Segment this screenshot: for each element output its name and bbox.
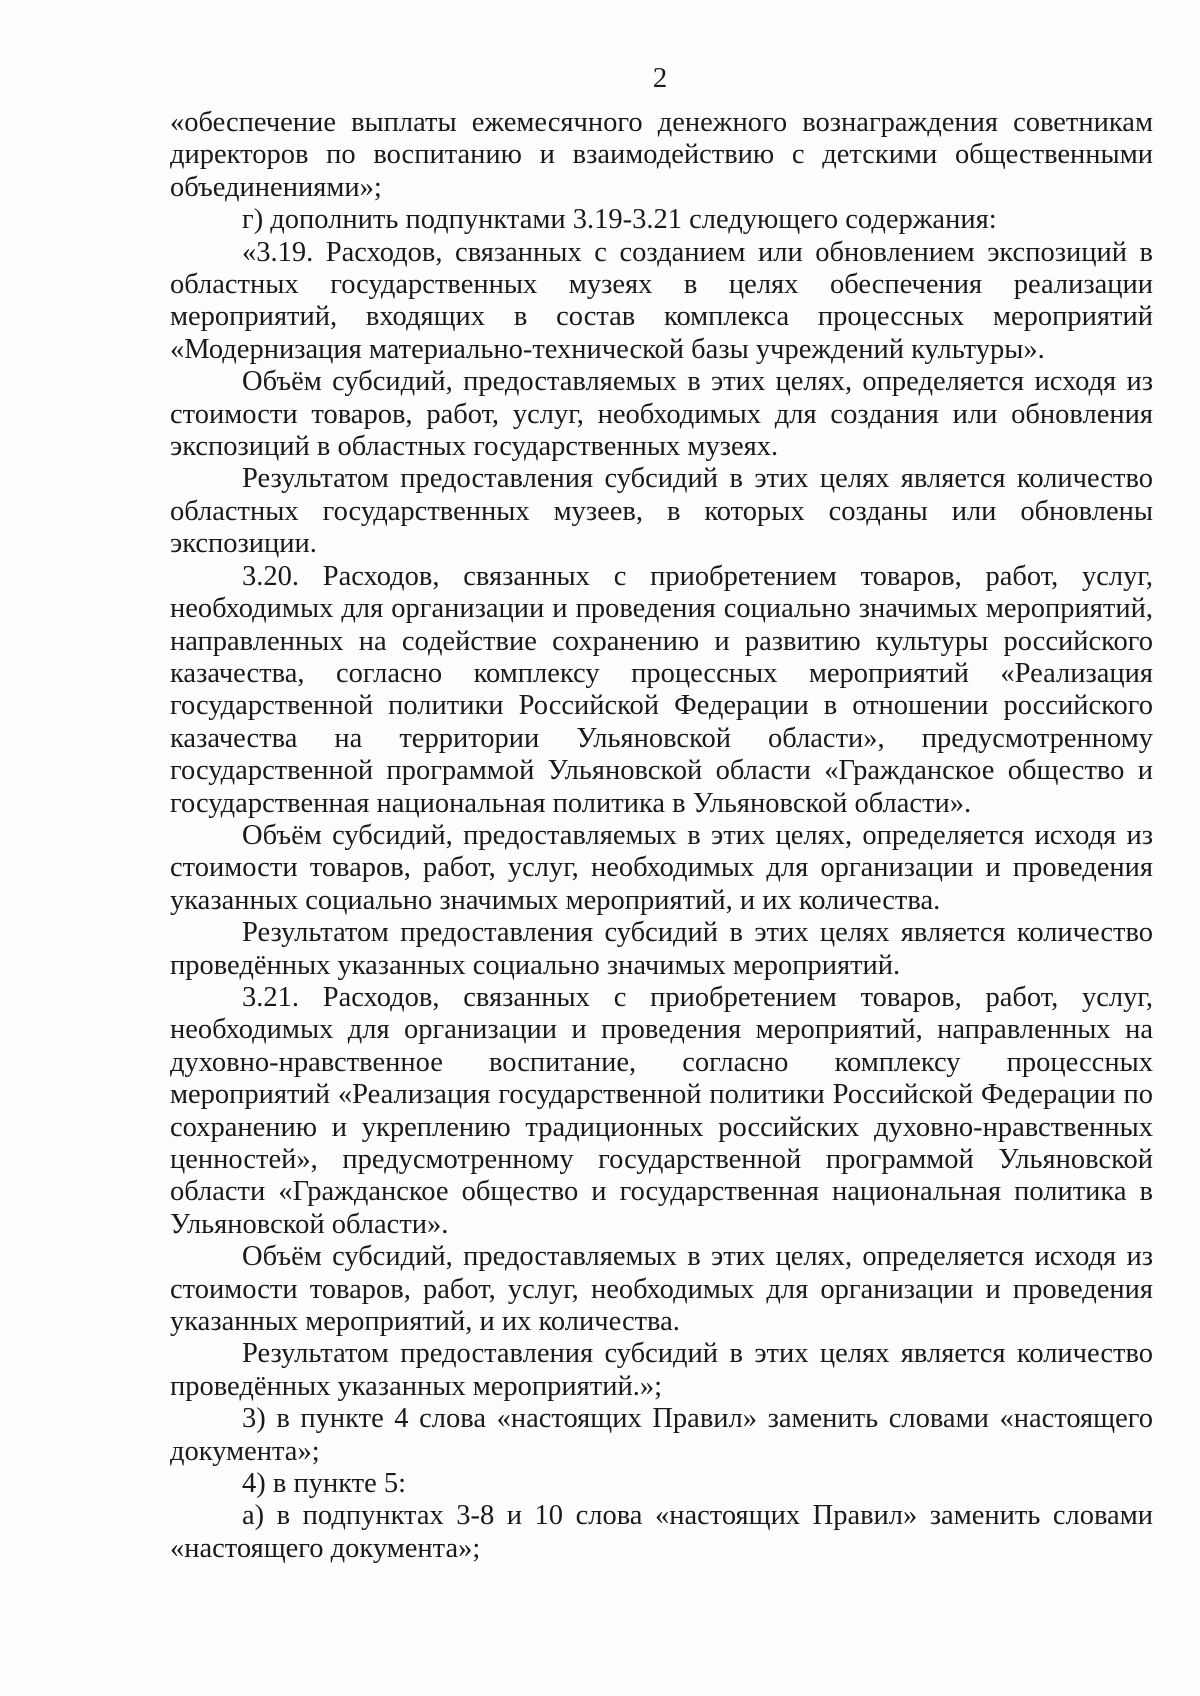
paragraph: Результатом предоставления субсидий в этих целях является количество проведённых указанных мероприятий.»;	[170, 1338, 1153, 1402]
paragraph: г) дополнить подпунктами 3.19-3.21 следующего содержания:	[242, 204, 997, 236]
paragraph: 3) в пункте 4 слова «настоящих Правил» заменить словами «настоящего документа»;	[170, 1403, 1153, 1467]
paragraph: «обеспечение выплаты ежемесячного денежного вознаграждения советникам директоров по воспитанию и взаимодействию с детскими общественными объединениями»;	[170, 107, 1153, 203]
paragraph: а) в подпунктах 3-8 и 10 слова «настоящих Правил» заменить словами «настоящего документа»;	[170, 1500, 1153, 1564]
paragraph: «3.19. Расходов, связанных с созданием или обновлением экспозиций в областных государственных музеях в целях обеспечения реализации мероприятий, входящих в состав комплекса процессных мероприятий «Модернизация материально-технической базы учреждений культуры».	[170, 236, 1153, 365]
paragraph: Объём субсидий, предоставляемых в этих целях, определяется исходя из стоимости товаров, работ, услуг, необходимых для организации и проведения указанных социально значимых мероприятий, и их количества.	[170, 819, 1153, 916]
document-body	[170, 107, 1153, 1565]
paragraph: 4) в пункте 5:	[242, 1468, 407, 1500]
paragraph: Результатом предоставления субсидий в этих целях является количество проведённых указанных социально значимых мероприятий.	[170, 917, 1153, 981]
paragraph: Объём субсидий, предоставляемых в этих целях, определяется исходя из стоимости товаров, работ, услуг, необходимых для создания или обновления экспозиций в областных государственных музеях.	[170, 366, 1153, 463]
page-number: 2	[652, 62, 668, 94]
paragraph: 3.21. Расходов, связанных с приобретением товаров, работ, услуг, необходимых для организации и проведения мероприятий, направленных на духовно-нравственное воспитание, согласно комплексу процессных мероприятий «Реализация государственной политики Российской Федерации по сохранению и укреплению традиционных российских духовно-нравственных ценностей», предусмотренному государственной программой Ульяновской области «Гражданское общество и государственная национальная политика в Ульяновской области».	[170, 981, 1153, 1240]
paragraph: Объём субсидий, предоставляемых в этих целях, определяется исходя из стоимости товаров, работ, услуг, необходимых для организации и проведения указанных мероприятий, и их количества.	[170, 1241, 1153, 1338]
paragraph: Результатом предоставления субсидий в этих целях является количество областных государственных музеев, в которых созданы или обновлены экспозиции.	[170, 463, 1153, 560]
paragraph: 3.20. Расходов, связанных с приобретением товаров, работ, услуг, необходимых для организации и проведения социально значимых мероприятий, направленных на содействие сохранению и развитию культуры российского казачества, согласно комплексу процессных мероприятий «Реализация государственной политики Российской Федерации в отношении российского казачества на территории Ульяновской области», предусмотренному государственной программой Ульяновской области «Гражданское общество и государственная национальная политика в Ульяновской области».	[170, 560, 1153, 819]
